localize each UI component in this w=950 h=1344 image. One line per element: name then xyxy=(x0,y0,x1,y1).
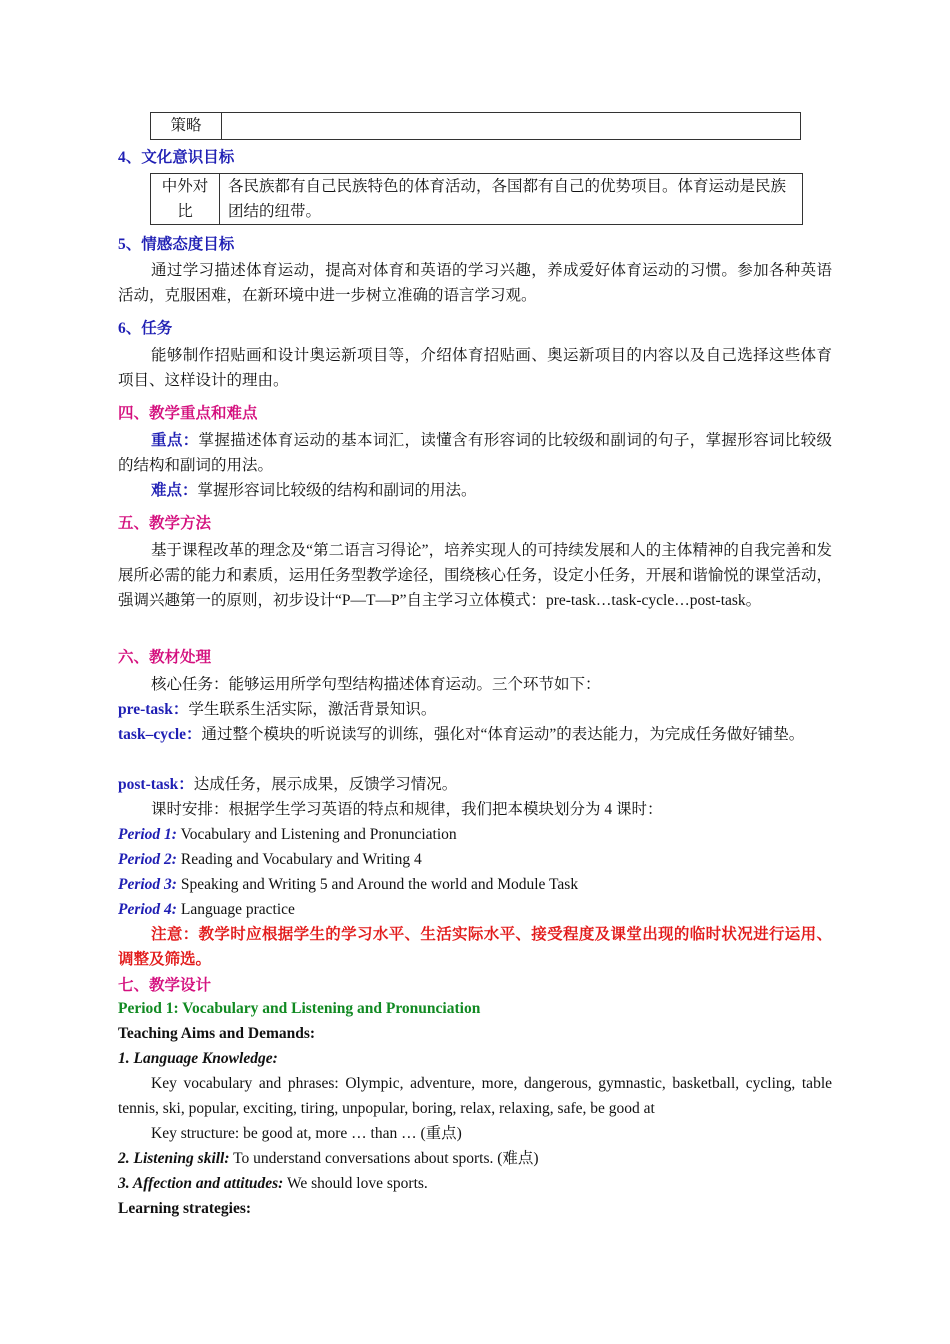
strategy-value xyxy=(222,113,801,140)
methods-title: 五、教学方法 xyxy=(118,515,212,532)
section-5-text: 通过学习描述体育运动，提高对体育和英语的学习兴趣，养成爱好体育运动的习惯。参加各种英语活动，克服困难，在新环境中进一步树立准确的语言学习观。 xyxy=(118,262,832,304)
post-task-paragraph xyxy=(118,772,832,797)
section-6-title: 6、任务 xyxy=(118,320,173,337)
culture-table xyxy=(150,173,803,225)
focus-paragraph xyxy=(118,428,832,478)
strategy-label: 策略 xyxy=(151,113,222,140)
section-5-title: 5、情感态度目标 xyxy=(118,236,235,253)
language-knowledge-label: 1. Language Knowledge: xyxy=(118,1050,278,1067)
period-3-text: Speaking and Writing 5 and Around the world and Module Task xyxy=(180,876,579,893)
period-4-line xyxy=(118,897,832,922)
affection-label: 3. Affection and attitudes: xyxy=(118,1175,284,1192)
post-task-text: 达成任务，展示成果，反馈学习情况。 xyxy=(193,776,458,793)
task-cycle-text: 通过整个模块的听说读写的训练，强化对“体育运动”的表达能力，为完成任务做好铺垫。 xyxy=(201,726,805,743)
section-4-title: 4、文化意识目标 xyxy=(118,149,235,166)
period-2-line xyxy=(118,847,832,872)
period-1-text: Vocabulary and Listening and Pronunciation xyxy=(180,826,457,843)
materials-title: 六、教材处理 xyxy=(118,649,212,666)
pre-task-text: 学生联系生活实际，激活背景知识。 xyxy=(188,701,437,718)
culture-row-text: 各民族都有自己民族特色的体育活动，各国都有自己的优势项目。体育运动是民族团结的纽带。 xyxy=(220,174,803,225)
task-cycle-label: task–cycle： xyxy=(118,726,202,743)
key-points-title: 四、教学重点和难点 xyxy=(118,405,258,422)
difficulty-paragraph xyxy=(118,478,832,503)
note-text: 注意：教学时应根据学生的学习水平、生活实际水平、接受程度及课堂出现的临时状况进行运用、调整及筛选。 xyxy=(118,926,832,968)
period-1-title: Period 1: Vocabulary and Listening and Pronunciation xyxy=(118,1000,481,1017)
period-2-label: Period 2: xyxy=(118,851,177,868)
affection-text: We should love sports. xyxy=(286,1175,428,1192)
period-1-line xyxy=(118,822,832,847)
core-task-text: 核心任务：能够运用所学句型结构描述体育运动。三个环节如下： xyxy=(151,676,601,693)
key-vocab-text: Key vocabulary and phrases: Olympic, adventure, more, dangerous, gymnastic, basketball, cycling, table tennis, ski, popular, exciting, tiring, unpopular, boring, relax, relaxing, safe, be good at xyxy=(118,1075,832,1117)
period-3-label: Period 3: xyxy=(118,876,177,893)
methods-text: 基于课程改革的理念及“第二语言习得论”，培养实现人的可持续发展和人的主体精神的自我完善和发展所必需的能力和素质，运用任务型教学途径，围绕核心任务，设定小任务，开展和谐愉悦的课堂活动，强调兴趣第一的原则，初步设计“P—T—P”自主学习立体模式：pre-task…task-cycle…post-task。 xyxy=(118,542,832,609)
listening-label: 2. Listening skill: xyxy=(118,1150,230,1167)
task-cycle-paragraph xyxy=(118,722,832,747)
listening-text: To understand conversations about sports. (难点) xyxy=(233,1150,539,1167)
design-title: 七、教学设计 xyxy=(118,977,212,994)
period-3-line xyxy=(118,872,832,897)
focus-label: 重点： xyxy=(151,432,199,449)
culture-row-label: 中外对比 xyxy=(151,174,220,225)
aims-title: Teaching Aims and Demands: xyxy=(118,1025,316,1042)
schedule-text: 课时安排：根据学生学习英语的特点和规律，我们把本模块划分为 4 课时： xyxy=(151,801,663,818)
difficulty-label: 难点： xyxy=(151,482,198,499)
period-4-label: Period 4: xyxy=(118,901,177,918)
key-structure-text: Key structure: be good at, more … than … (重点) xyxy=(151,1125,462,1142)
focus-text: 掌握描述体育运动的基本词汇，读懂含有形容词的比较级和副词的句子，掌握形容词比较级的结构和副词的用法。 xyxy=(118,432,832,474)
section-6-text: 能够制作招贴画和设计奥运新项目等，介绍体育招贴画、奥运新项目的内容以及自己选择这些体育项目、这样设计的理由。 xyxy=(118,347,832,389)
listening-line xyxy=(118,1146,832,1171)
period-4-text: Language practice xyxy=(180,901,295,918)
difficulty-text: 掌握形容词比较级的结构和副词的用法。 xyxy=(197,482,477,499)
period-1-label: Period 1: xyxy=(118,826,177,843)
pre-task-label: pre-task： xyxy=(118,701,189,718)
affection-line xyxy=(118,1171,832,1196)
strategies-title: Learning strategies: xyxy=(118,1200,252,1217)
period-2-text: Reading and Vocabulary and Writing 4 xyxy=(180,851,422,868)
pre-task-paragraph xyxy=(118,697,832,722)
post-task-label: post-task： xyxy=(118,776,194,793)
strategy-table xyxy=(150,112,801,140)
